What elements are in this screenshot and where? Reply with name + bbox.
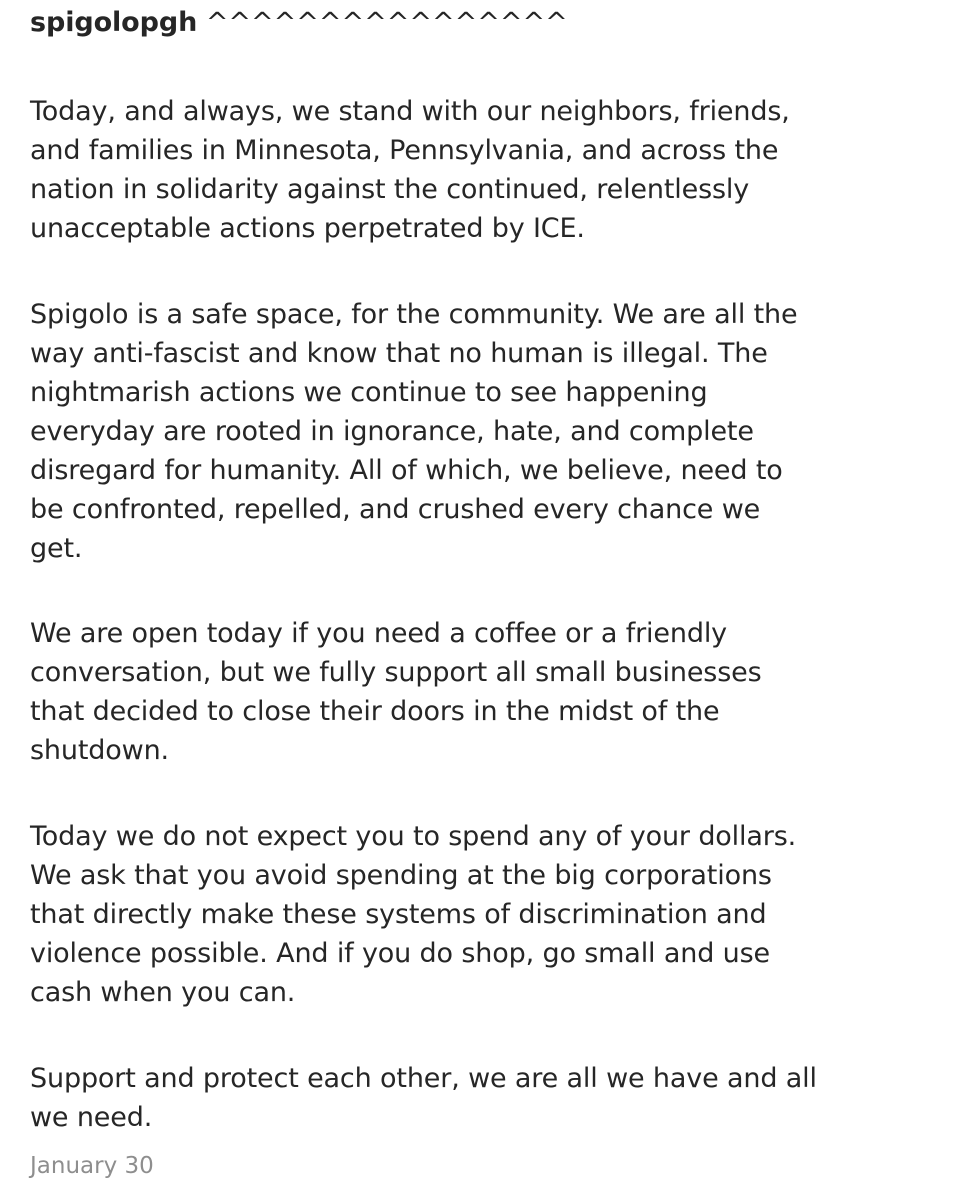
post-date: January 30 <box>30 1153 154 1179</box>
paragraph-line: Today, and always, we stand with our neighbors, friends, <box>30 96 790 127</box>
username-link[interactable]: spigolopgh <box>30 7 198 38</box>
paragraph-line: We ask that you avoid spending at the big corporations <box>30 860 772 891</box>
paragraph-line: we need. <box>30 1102 153 1133</box>
paragraph-line: Today we do not expect you to spend any of your dollars. <box>30 821 797 852</box>
paragraph-line: We are open today if you need a coffee or a friendly <box>30 618 727 649</box>
paragraph-line: that decided to close their doors in the midst of the <box>30 696 720 727</box>
paragraph-line: Spigolo is a safe space, for the community. We are all the <box>30 299 798 330</box>
caption-paragraph-2 <box>30 295 955 568</box>
paragraph-line: disregard for humanity. All of which, we believe, need to <box>30 455 783 486</box>
paragraph-line: Support and protect each other, we are all we have and all <box>30 1063 817 1094</box>
paragraph-line: and families in Minnesota, Pennsylvania, and across the <box>30 135 779 166</box>
paragraph-line: shutdown. <box>30 735 169 766</box>
paragraph-line: nightmarish actions we continue to see happening <box>30 377 708 408</box>
paragraph-line: everyday are rooted in ignorance, hate, and complete <box>30 416 754 447</box>
paragraph-line: nation in solidarity against the continued, relentlessly <box>30 174 750 205</box>
caption-paragraph-1 <box>30 92 955 248</box>
caption-paragraph-5 <box>30 1059 955 1137</box>
paragraph-line: unacceptable actions perpetrated by ICE. <box>30 213 585 244</box>
paragraph-line: get. <box>30 533 83 564</box>
paragraph-line: that directly make these systems of discrimination and <box>30 899 767 930</box>
caption-paragraph-4 <box>30 817 955 1012</box>
caption-header <box>30 3 955 42</box>
paragraph-line: be confronted, repelled, and crushed every chance we <box>30 494 761 525</box>
caption-paragraph-3 <box>30 614 955 770</box>
post-caption <box>30 0 955 1137</box>
paragraph-line: violence possible. And if you do shop, go small and use <box>30 938 770 969</box>
paragraph-line: conversation, but we fully support all small businesses <box>30 657 762 688</box>
paragraph-line: way anti-fascist and know that no human is illegal. The <box>30 338 768 369</box>
caption-lead-text: ^^^^^^^^^^^^^^^^ <box>205 7 568 38</box>
paragraph-line: cash when you can. <box>30 977 296 1008</box>
